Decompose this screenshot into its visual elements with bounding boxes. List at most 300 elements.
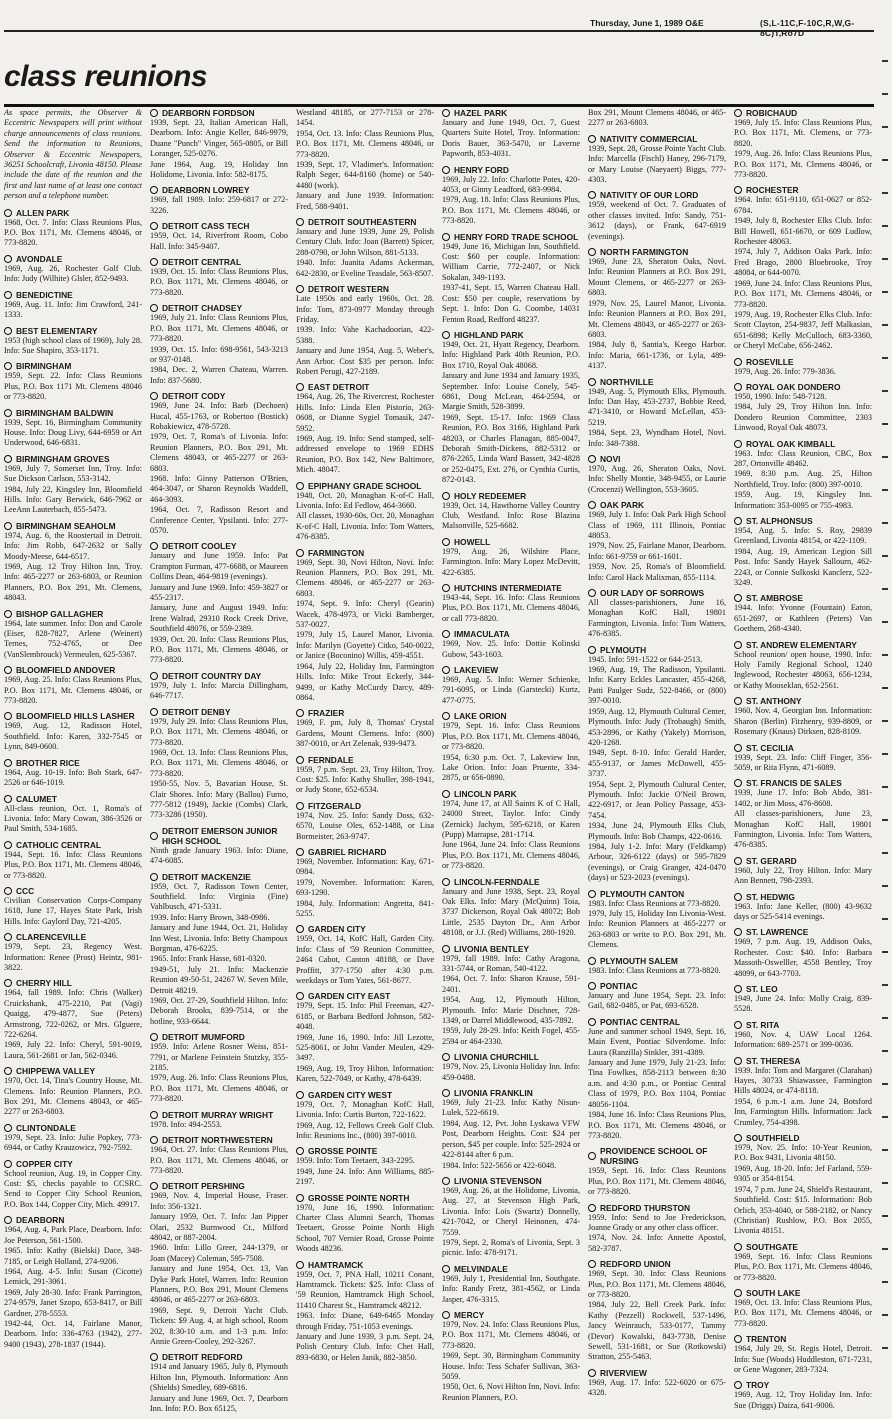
school-name: CLARENCEVILLE [16,932,87,943]
bullet-icon [588,1152,596,1160]
bullet-icon [4,979,12,987]
school-heading [442,665,580,675]
entry-details [442,887,580,939]
reunion-detail: 1969, Sept. 16. Info: Class Reunions Plus, P.O. Box 1171, Mt. Clemens 48046, or 773-8820. [734,1251,872,1282]
bullet-icon [4,1216,12,1224]
reunion-detail: 1959. Info: Send to Joe Frederickson, Joanne Grady or any other class officer. [588,1212,726,1232]
reunion-detail: 1969, 7 p.m. Aug. 19, Addison Oaks, Rochester. Cost: $40. Info: Barbara Massoth-Oswelller, 4558 Bentley, Troy 48099, or 643-7703. [734,937,872,978]
reunion-detail: January, June and August 1949. Info: Irene Walrad, 29310 Rock Creek Drive, Southfield 48076, or 559-2389. [150,603,288,634]
entry-details [4,531,142,604]
reunion-entry [442,1264,580,1305]
entry-details [588,1213,726,1255]
school-heading [150,185,288,195]
bullet-icon [150,304,158,312]
bullet-icon [296,756,304,764]
edge-tick [882,60,888,62]
entry-details [734,1390,872,1411]
school-heading [4,840,142,850]
reunion-detail: 1983. Info: Class Reunions at 773-8820. [588,965,721,975]
edge-tick [882,753,888,755]
reunion-entry [734,892,872,923]
reunion-detail: School reunion/ open house, 1990. Info: Holy Family Regional School, 1240 Inglewood, Rochester 48063, 656-1234, or Kathy Mooseklan, 652-2561. [734,649,872,690]
reunion-detail: 1984, July 1-2. Info: Mary (Feldkamp) Arbour, 326-6122 (days) or 595-7829 (evenings), or Craig Granger, 424-0470 (days) or 523-2023 (evenings). [588,841,726,883]
reunion-detail: 1979, July 15, Holiday Inn Livonia-West. Info: Reunion Planners at 465-2277 or 263-6803 or write to P.O. Box 291, Mt. Clemens. [588,909,726,950]
reunion-entry [734,696,872,737]
reunion-detail: 1949, Oct. 21, Hyatt Regency, Dearborn. Info: Highland Park 40th Reunion, P.O. Box 1710, Royal Oak 48068. [442,339,580,370]
school-heading [442,108,580,118]
reunion-detail: 1964, July 22, Holiday Inn, Farmington Hills. Info: Mike Trout Eckerly, 344-9499, or Kathy McCurdy Darcy, 489-0864. [296,661,434,702]
reunion-detail: January and June 1949, Oct. 7, Guest Quarters Suite Hotel, Troy. Information: Doris Bauer, 363-5470, or Laverne Papworth, 853-4031. [442,118,580,159]
entry-details [734,603,872,634]
bullet-icon [734,697,742,705]
school-heading [588,1259,726,1269]
reunion-detail: 1979, Nov. 25, Fairlane Manor, Dearborn. Info: 661-9759 or 661-1601. [588,541,726,561]
school-name: EAST DETROIT [308,382,370,393]
bullet-icon [4,327,12,335]
school-heading [296,708,434,718]
entry-details [734,449,872,511]
entry-details [150,1120,288,1130]
edge-tick [882,1182,888,1184]
school-heading [734,984,872,994]
entry-details [734,392,872,434]
entry-details [442,593,580,624]
reunion-entry [4,1123,142,1154]
school-heading [588,134,726,144]
reunion-entry [588,981,726,1012]
bullet-icon [734,1381,742,1389]
reunion-detail: 1979, November. Information: Karen, 693-1290. [296,877,434,898]
reunion-detail: 1970, June 16, 1990. Information: Charter Class Alumni Search, Thomas Teetaert, Grosse Pointe North High School, 707 Vernier Road, Grosse Pointe Woods 48236. [296,1202,434,1254]
reunion-detail: 1979, Aug. 18. Info: Class Reunions Plus, P.O. Box 1171, Mt. Clemens 48046, or 773-8820. [442,195,580,226]
school-name: ROYAL OAK KIMBALL [746,438,836,449]
school-heading [4,408,142,418]
entry-details [734,1252,872,1283]
bullet-icon [4,291,12,299]
entry-details [734,195,872,351]
school-name: CCC [16,885,35,896]
reunion-entry [296,991,434,1084]
school-heading [734,1288,872,1298]
school-heading [296,847,434,857]
bullet-icon [4,1160,12,1168]
bullet-icon [734,109,742,117]
edge-tick [882,258,888,260]
reunion-detail: 1959, 7 p.m. Sept. 23, Troy Hilton, Troy. Cost: $25. Info: Kathy Shuller, 398-1941, or Judy Stone, 652-6534. [296,764,434,795]
reunion-entry [442,1052,580,1083]
school-name: LINCOLN PARK [454,788,517,799]
school-name: GARDEN CITY [308,924,366,935]
bullet-icon [442,492,450,500]
reunion-detail: 1939, Sept. 16, Birmingham Community House. Info: Doug Livy, 644-6959 or Art Underwood, 646-6831. [4,417,142,448]
reunion-entry [442,1176,580,1259]
reunion-entry [734,439,872,511]
reunion-detail: 1964, Oct. 7. Info: Sharon Krause, 591-2401. [442,974,580,994]
school-heading [442,1052,580,1062]
school-name: TRENTON [746,1334,787,1345]
reunion-entry [734,1380,872,1411]
school-name: PONTIAC CENTRAL [600,1016,681,1027]
reunion-entry [588,377,726,449]
school-name: DETROIT MURRAY WRIGHT [162,1109,274,1120]
edge-tick [882,918,888,920]
reunion-detail: 1969, July 7, Somerset Inn, Troy. Info: Sue Dickson Carlson, 553-3142. [4,463,142,484]
school-name: FARMINGTON [308,547,365,558]
reunion-detail: 1965. Info: Frank Hasse, 681-0320. [150,954,267,964]
reunion-detail: 1979, Sept. 16. Info: Class Reunions Plus, P.O. Box 1171, Mt. Clemens 48046, or 773-8820. [442,721,580,752]
school-heading [296,1146,434,1156]
reunion-entry [442,108,580,160]
reunion-detail: 1969, Aug. 19, Troy Hilton. Information: Karen, 522-7049, or Kathy, 478-6439. [296,1063,434,1084]
entry-details [734,706,872,737]
bullet-icon [4,362,12,370]
entry-details [734,526,872,588]
bullet-icon [442,790,450,798]
bullet-icon [442,712,450,720]
entry-details [296,1270,434,1364]
school-heading [734,892,872,902]
school-heading [734,593,872,603]
school-name: ST. ANTHONY [746,696,802,707]
school-heading [442,1088,580,1098]
edge-tick [882,390,888,392]
entry-details [296,558,434,704]
reunion-detail: 1970, Aug. 26, Sheraton Oaks, Novi. Info: Shelly Montie, 348-9455, or Laurie (Crocenzi) Wellington, 553-3605. [588,463,726,494]
reunion-entry [296,284,434,377]
school-name: ST. HEDWIG [746,891,795,902]
school-heading [150,221,288,231]
entry-details [4,264,142,285]
reunion-detail: 1969, fall 1989. Info: 259-6817 or 272-3226. [150,195,288,215]
school-name: ST. ANDREW ELEMENTARY [746,639,857,650]
school-heading [150,1032,288,1042]
reunion-detail: 1969, Sept. 15-17. Info: 1969 Class Reunion, P.O. Box 3166, Highland Park 48203, or Charles Flanagan, 885-0047, Deborah Smith-Dickens, 882-5312 or 876-2265, Linda Ward Bassett, 342-4828 or 252-0475, Ext. 276, or Cynthia Curtis, 872-0143. [442,412,580,485]
school-heading [4,978,142,988]
edition-code: (S,L-11C,F-10C,R,W,G-8C)T,Ro7D [760,18,855,38]
reunion-entry [588,134,726,186]
entry-details [588,991,726,1012]
entry-details [442,639,580,660]
reunion-detail: 1959, Oct. 14, KofC Hall, Garden City. Info: Class of '59 Reunion Committee, 2464 Cabot, Canton 48188, or Dave Proffitt, 377-1750 after 4:30 p.m. weekdays or Tom Yates, 561-8677. [296,934,434,986]
entry-details [4,1076,142,1118]
reunion-entry [296,548,434,704]
reunion-detail: 1945. Info: 591-1522 or 644-2513. [588,654,703,664]
edge-tick [882,720,888,722]
reunion-entry [588,1146,726,1197]
bullet-icon [734,1289,742,1297]
reunion-detail: 1939, Oct. 15. Info: 698-9561, 543-3213 or 937-0148. [150,344,288,364]
school-name: MERCY [454,1309,485,1320]
reunion-detail: 1969, July 22. Info: Charlotte Potes, 420-4053, or Ginny Leadford, 683-9984. [442,174,580,195]
school-heading [588,1146,726,1166]
school-heading [150,108,288,118]
reunion-detail: January and June 1954, Sept. 23. Info: Gail, 682-0485, or Pat, 693-6528. [588,991,726,1011]
reunion-detail: 1969, Aug. 19, The Radisson, Ypsilanti. Info: Karry Eckles Lancaster, 455-4268, Patti Paulger Sudz, 522-8466, or (800) 397-0010. [588,665,726,706]
edge-tick [882,489,888,491]
entry-details [588,510,726,583]
reunion-detail: 1939. Info: Tom and Margaret (Clarahan) Hayes, 30733 Shiawassee, Farmington Hills 48024, or 474-8118. [734,1065,872,1096]
school-name: NORTH FARMINGTON [600,247,689,258]
bullet-icon [734,1021,742,1029]
entry-details [4,218,142,249]
reunion-detail: 1939, June 17. Info: Bob Abdo, 381-1402, or Jim Moss, 476-8608. [734,788,872,808]
edge-tick [882,1050,888,1052]
school-heading [150,1181,288,1191]
reunion-detail: All classes-parishioners, June 23, Monaghan KofC Hall, 19801 Farmington, Livonia. Info: Tom Watters, 476-8385. [734,809,872,850]
school-heading [442,583,580,593]
school-name: GARDEN CITY WEST [308,1089,393,1100]
reunion-detail: 1939, Sept. 17, Vladimer's. Information: Ralph Seger, 644-8160 (home) or 540-4480 (work). [296,160,434,190]
school-name: ROSEVILLE [746,356,794,367]
reunion-entry [4,521,142,604]
entry-details [442,547,580,578]
school-heading [442,491,580,501]
reunion-detail: All classes-parishioners, June 16, Monaghan KofC Hall, 19801 Farmington, Livonia. Info: Tom Watters, 476-8385. [588,598,726,639]
bullet-icon [588,982,596,990]
reunion-detail: January and June 1939, June 29, Polish Century Club. Info: Joan (Barrett) Spicer, 288-0790, or John Wilson, 881-5133. [296,227,434,257]
entry-details [150,1145,288,1176]
school-heading [150,541,288,551]
school-heading [588,956,726,966]
entry-details [150,717,288,821]
bullet-icon [150,1182,158,1190]
entry-details [150,1362,288,1414]
school-name: SOUTHGATE [746,1241,798,1252]
reunion-detail: 1959, Aug. 12, Plymouth Cultural Center, Plymouth. Info: Judy (Trobaugh) Smith, 453-2896, or Kathy (Yakely) Morrison, 420-1268. [588,706,726,747]
entry-details [296,491,434,543]
school-name: ST. THERESA [746,1055,801,1066]
reunion-detail: 1939, Sept. 23, Italian American Hall, Dearborn. Info: Angie Keller, 846-9979, Duane "Punch" Vinger, 565-0805, or Bill Loranger, 525-0276. [150,118,288,159]
entry-details [150,846,288,867]
school-heading [442,165,580,175]
reunion-entry [4,454,142,516]
bullet-icon [4,1067,12,1075]
edge-tick [882,687,888,689]
entry-details [150,551,288,665]
reunion-detail: 1969, 8:30 p.m. Aug. 25, Hilton Northfield, Troy. Info: (800) 397-0010. [734,469,872,489]
reunion-entry [734,1334,872,1375]
bullet-icon [734,744,742,752]
bullet-icon [150,1033,158,1041]
reunion-entry [150,1032,288,1104]
reunion-entry [734,1056,872,1128]
entry-details [4,371,142,402]
reunion-entry [296,108,434,212]
school-name: CHERRY HILL [16,978,72,989]
reunion-entry [734,1020,872,1051]
school-heading [4,454,142,464]
school-name: ST. LAWRENCE [746,927,809,938]
school-heading [734,357,872,367]
school-heading [588,889,726,899]
reunion-entry [150,391,288,536]
school-heading [4,326,142,336]
entry-details [588,1166,726,1197]
bullet-icon [150,186,158,194]
reunion-entry [296,1260,434,1364]
bullet-icon [734,383,742,391]
edge-tick [882,885,888,887]
reunion-listings [4,108,872,1414]
school-name: REDFORD THURSTON [600,1202,691,1213]
reunion-detail: 1959, Sept. 22. Info: Class Reunions Plus, P.O. Box 1171 Mt. Clemens 48046 or 773-8820. [4,371,142,402]
school-name: ST. LEO [746,984,778,994]
reunion-entry [442,789,580,872]
date-line: Thursday, June 1, 1989 O&E [590,18,704,28]
reunion-detail: 1949, Sept. 8-10. Info: Gerald Harder, 455-9137, or James McDowell, 455-3737. [588,748,726,779]
reunion-detail: 1963. Info: Diane, 649-6465 Monday through Friday, 751-1053 evenings. [296,1311,434,1331]
school-name: LINCOLN-FERNDALE [454,876,540,887]
reunion-detail: 1954, Oct. 13. Info: Class Reunions Plus, P.O. Box 1171, Mt. Clemens 48046, or 773-8820. [296,128,434,159]
entry-details [4,300,142,321]
entry-details [296,718,434,749]
bullet-icon [588,1260,596,1268]
reunion-entry [150,1110,288,1130]
school-heading [734,1020,872,1030]
entry-details [442,1098,580,1171]
reunion-detail: Ninth grade January 1963. Info: Diane, 474-6085. [150,845,288,866]
reunion-detail: 1949, June 24. Info: Molly Craig, 839-5528. [734,994,872,1014]
title-rule [4,104,874,107]
school-name: ST. FRANCIS DE SALES [746,778,842,789]
reunion-detail: 1939. Info: Vahe Kachadoorian, 422-5388. [296,325,434,345]
reunion-detail: 1964, Aug. 4, Park Place, Dearborn. Info: Joe Peterson, 561-1500. [4,1225,142,1245]
reunion-detail: 1969, Aug. 12, Radisson Hotel, Southfield. Info: Karen, 332-7545 or Lynn, 849-0600. [4,721,142,752]
reunion-entry [4,361,142,402]
reunion-entry [296,382,434,475]
school-name: LIVONIA CHURCHILL [454,1052,539,1063]
school-heading [296,1260,434,1270]
school-heading [296,1090,434,1100]
school-heading [4,521,142,531]
edge-tick [882,555,888,557]
reunion-detail: 1984, Aug. 12, Pvt. John Lyskawa VFW Post, Dearborn Heights. Cost: $24 per person, $45 per couple. Info: 525-2924 or 422-8144 after 6 p.m. [442,1118,580,1160]
entry-details [4,1133,142,1154]
bullet-icon [734,857,742,865]
entry-details [734,866,872,887]
school-heading [588,981,726,991]
entry-details [4,418,142,449]
bullet-icon [442,1311,450,1319]
reunion-entry [4,978,142,1061]
reunion-detail: 1948, Oct. 20, Monaghan K-of-C Hall, Livonia. Info: Ed Fedlow, 464-3660. [296,490,434,510]
school-heading [734,696,872,706]
school-name: ROCHESTER [746,185,799,196]
bullet-icon [4,610,12,618]
reunion-entry [734,856,872,887]
reunion-detail: 1949, June 16, Michigan Inn, Southfield. Cost: $60 per couple. Information: William Carrie, 772-2407, or Nick Sokalan, 349-1193. [442,241,580,282]
reunion-detail: 1939. Info: Harry Brown, 348-0986. [150,912,270,922]
school-heading [4,665,142,675]
reunion-entry [734,984,872,1015]
school-name: ST. AMBROSE [746,593,803,604]
section-title: class reunions [4,60,208,93]
reunion-entry [296,481,434,543]
reunion-entry [442,944,580,1048]
edge-tick [882,291,888,293]
reunion-detail: 1979, Aug. 26. Info: Class Reunions Plus, P.O. Box 1171, Mt. Clemens 48046, or 773-8820. [734,149,872,180]
school-heading [588,454,726,464]
school-heading [150,303,288,313]
bullet-icon [4,712,12,720]
bullet-icon [442,1053,450,1061]
school-heading [4,758,142,768]
reunion-detail: 1969, Aug. 11. Info: Jim Crawford, 241-1333. [4,299,142,320]
school-heading [588,1368,726,1378]
reunion-detail: 1943-44, Sept. 16. Info: Class Reunions Plus, P.O. Box 1171, Mt. Clemens 48046, or call 773-8820. [442,593,580,623]
edge-tick [882,324,888,326]
reunion-detail: 1984, Aug. 19, American Legion Sill Post. Info: Sandy Hayek Sallourn, 462-2243, or Connie Sulkoski Kanclerz, 522-3249. [734,546,872,588]
entry-details [588,144,726,186]
reunion-entry [588,1368,726,1399]
school-heading [442,232,580,242]
school-name: DETROIT CODY [162,391,226,402]
reunion-detail: 1969, F. pm, July 8, Thomas' Crystal Gardens, Mount Clemens. Info: (800) 387-0010, or Art Zelenak, 939-9473. [296,718,434,749]
school-name: ROBICHAUD [746,108,798,118]
entry-details [296,1156,434,1187]
reunion-entry [296,708,434,749]
reunion-entry [442,232,580,325]
reunion-detail: 1979, Sept. 23. Info: Julie Popkey, 773-6944, or Cathy Krauzowicz, 792-7592. [4,1132,142,1153]
reunion-detail: 1964, Oct. 7, Radisson Resort and Conference Center, Ypsilanti. Info: 277-0570. [150,505,288,535]
edge-tick [882,423,888,425]
reunion-detail: 1968. Info: Ginny Patterson O'Brien, 464-3047, or Sharon Reynolds Waddell, 464-3093. [150,473,288,504]
bullet-icon [296,1147,304,1155]
reunion-entry [588,454,726,495]
reunion-detail: 1984, Sept. 23, Wyndham Hotel, Novi. Info: 348-7388. [588,428,726,448]
bullet-icon [588,191,596,199]
reunion-detail: 1964, Oct. 27. Info: Class Reunions Plus, P.O. Box 1171, Mt. Clemens 48046, or 773-8820. [150,1145,288,1175]
reunion-entry [734,1242,872,1283]
bullet-icon [734,186,742,194]
entry-details [588,598,726,640]
reunion-entry [4,665,142,706]
entry-details [4,988,142,1061]
school-name: FERNDALE [308,754,354,765]
school-heading [442,711,580,721]
school-heading [734,185,872,195]
edge-tick [882,126,888,128]
reunion-detail: 1954, Aug. 5. Info: S. Roy, 29839 Greenland, Livonia 48154, or 422-1109. [734,526,872,546]
bullet-icon [734,1057,742,1065]
entry-details [296,1100,434,1142]
reunion-detail: 1914 and January 1965, July 8, Plymouth Hilton Inn, Plymouth. Information: Ann (Shields) Smedley, 689-6816. [150,1362,288,1393]
reunion-detail: 1974, July 7, Addison Oaks Park. Info: Fred Brago, 2800 Bloebrooke, Troy 48084, or 644-0070. [734,247,872,278]
school-heading [150,671,288,681]
school-name: ST. CECILIA [746,742,794,753]
school-name: GABRIEL RICHARD [308,846,387,857]
school-heading [4,361,142,371]
school-heading [150,707,288,717]
entry-details [442,1062,580,1083]
reunion-entry [734,382,872,434]
bullet-icon [588,957,596,965]
school-heading [442,1310,580,1320]
school-name: BIRMINGHAM SEAHOLM [16,520,116,531]
school-heading [442,537,580,547]
reunion-detail: 1964, fall 1989. Info: Chris (Walker) Cruickshank, 475-2210, Pat (Vagi) Quaigg, 479-4877, Sue (Peters) Armstrong, 722-0262, or Mrs. Glguere, 722-6264. [4,988,142,1039]
school-name: HOLY REDEEMER [454,490,527,501]
reunion-detail: 1963. Info: Class Reunion, CBC, Box 287, Ortonville 48462. [734,448,872,468]
bullet-icon [442,538,450,546]
reunion-detail: All-class reunion, Oct. 1, Roma's of Livonia. Info: Mary Cowan, 386-3526 or Paul Smith, 534-1685. [4,803,142,834]
edge-tick [882,1083,888,1085]
reunion-entry [588,247,726,371]
bullet-icon [588,378,596,386]
reunion-detail: 1950-55, Nov. 5, Bavarian House, St. Clair Shores. Info: Mary (Ballou) Furno, 777-5812 (1949), Jackie (Combs) Clark, 773-3286 (1950). [150,779,288,820]
reunion-detail: 1984. Info: 522-5656 or 422-6048. [442,1160,557,1170]
school-heading [150,872,288,882]
